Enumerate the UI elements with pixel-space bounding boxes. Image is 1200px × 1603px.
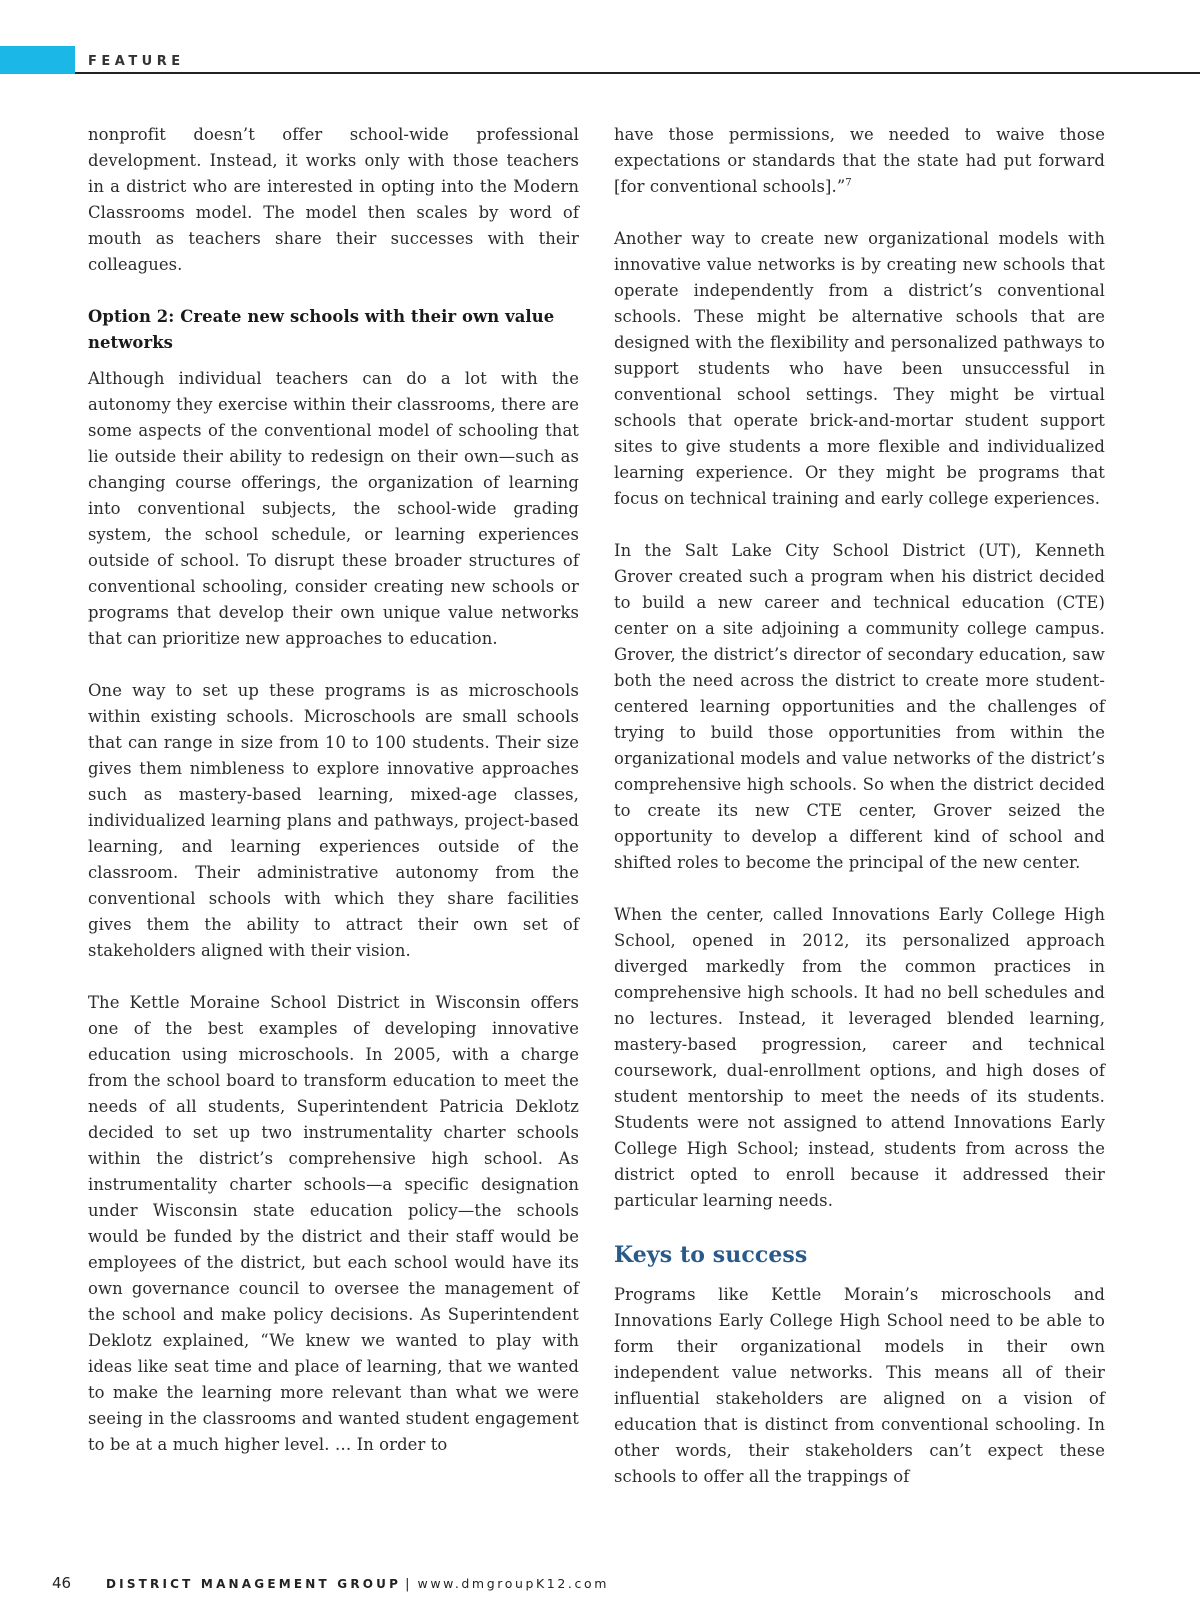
paragraph: Programs like Kettle Morain’s microschools and Innovations Early College High School need to be able to form their organizational models in their own independent value networks. This means all of their influential stakeholders are aligned on a vision of education that is distinct from conventional schooling. In other words, their stakeholders can’t expect these schools to offer all the trappings of [614,1285,1105,1486]
paragraph: nonprofit doesn’t offer school-wide professional development. Instead, it works only with those teachers in a district who are interested in opting into the Modern Classrooms model. The model then scales by word of mouth as teachers share their successes with their colleagues. [88,125,579,274]
paragraph: One way to set up these programs is as microschools within existing schools. Microschools are small schools that can range in size from 10 to 100 students. Their size gives them nimbleness to explore innovative approaches such as mastery-based learning, mixed-age classes, individualized learning plans and pathways, project-based learning, and learning experiences outside of the classroom. Their administrative autonomy from the conventional schools with which they share facilities gives them the ability to attract their own set of stakeholders aligned with their vision. [88,681,579,960]
footnote-marker: 7 [845,177,852,189]
page-footer [52,1574,609,1592]
paragraph: In the Salt Lake City School District (UT), Kenneth Grover created such a program when his district decided to build a new career and technical education (CTE) center on a site adjoining a community college campus. Grover, the district’s director of secondary education, saw both the need across the district to create more student-centered learning opportunities and the challenges of trying to build those opportunities from within the organizational models and value networks of the district’s comprehensive high schools. So when the district decided to create its new CTE center, Grover seized the opportunity to develop a different kind of school and shifted roles to become the principal of the new center. [614,541,1105,872]
section-label: FEATURE [88,54,185,69]
paragraph: Although individual teachers can do a lot with the autonomy they exercise within their classrooms, there are some aspects of the conventional model of schooling that lie outside their ability to redesign on their own—such as changing course offerings, the organization of learning into conventional subjects, the school-wide grading system, the school schedule, or learning experiences outside of school. To disrupt these broader structures of conventional schooling, consider creating new schools or programs that develop their own unique value networks that can prioritize new approaches to education. [88,369,579,648]
page-number: 46 [52,1574,72,1592]
paragraph: The Kettle Moraine School District in Wisconsin offers one of the best examples of developing innovative education using microschools. In 2005, with a charge from the school board to transform education to meet the needs of all students, Superintendent Patricia Deklotz decided to set up two instrumentality charter schools within the district’s comprehensive high school. As instrumentality charter schools—a specific designation under Wisconsin state education policy—the schools would be funded by the district and their staff would be employees of the district, but each school would have its own governance council to oversee the management of the school and make policy decisions. As Superintendent Deklotz explained, “We knew we wanted to play with ideas like seat time and place of learning, that we wanted to make the learning more relevant than what we were seeing in the classrooms and wanted student engagement to be at a much higher level. … In order to [88,993,579,1454]
website-link[interactable]: www.dmgroupK12.com [417,1576,609,1591]
footer-separator: | [405,1577,410,1592]
header-accent-bar [0,46,75,74]
option-2-subheading: Option 2: Create new schools with their own value networks [88,307,555,352]
organization-name: DISTRICT MANAGEMENT GROUP [106,1577,402,1591]
left-column [88,122,579,1458]
header-rule [75,72,1200,74]
keys-to-success-heading: Keys to success [614,1242,808,1268]
right-column [614,122,1105,1490]
paragraph [614,122,1105,200]
paragraph: Another way to create new organizational models with innovative value networks is by creating new schools that operate independently from a district’s conventional schools. These might be alternative schools that are designed with the flexibility and personalized pathways to support students who have been unsuccessful in conventional school settings. They might be virtual schools that operate brick-and-mortar student support sites to give students a more flexible and individualized learning experience. Or they might be programs that focus on technical training and early college experiences. [614,229,1105,508]
paragraph: When the center, called Innovations Early College High School, opened in 2012, its personalized approach diverged markedly from the common practices in comprehensive high schools. It had no bell schedules and no lectures. Instead, it leveraged blended learning, mastery-based progression, career and technical coursework, dual-enrollment options, and high doses of student mentorship to meet the needs of its students. Students were not assigned to attend Innovations Early College High School; instead, students from across the district opted to enroll because it addressed their particular learning needs. [614,905,1105,1210]
paragraph-text: have those permissions, we needed to waive those expectations or standards that the state had put forward [for conventional schools].” [614,125,1105,196]
